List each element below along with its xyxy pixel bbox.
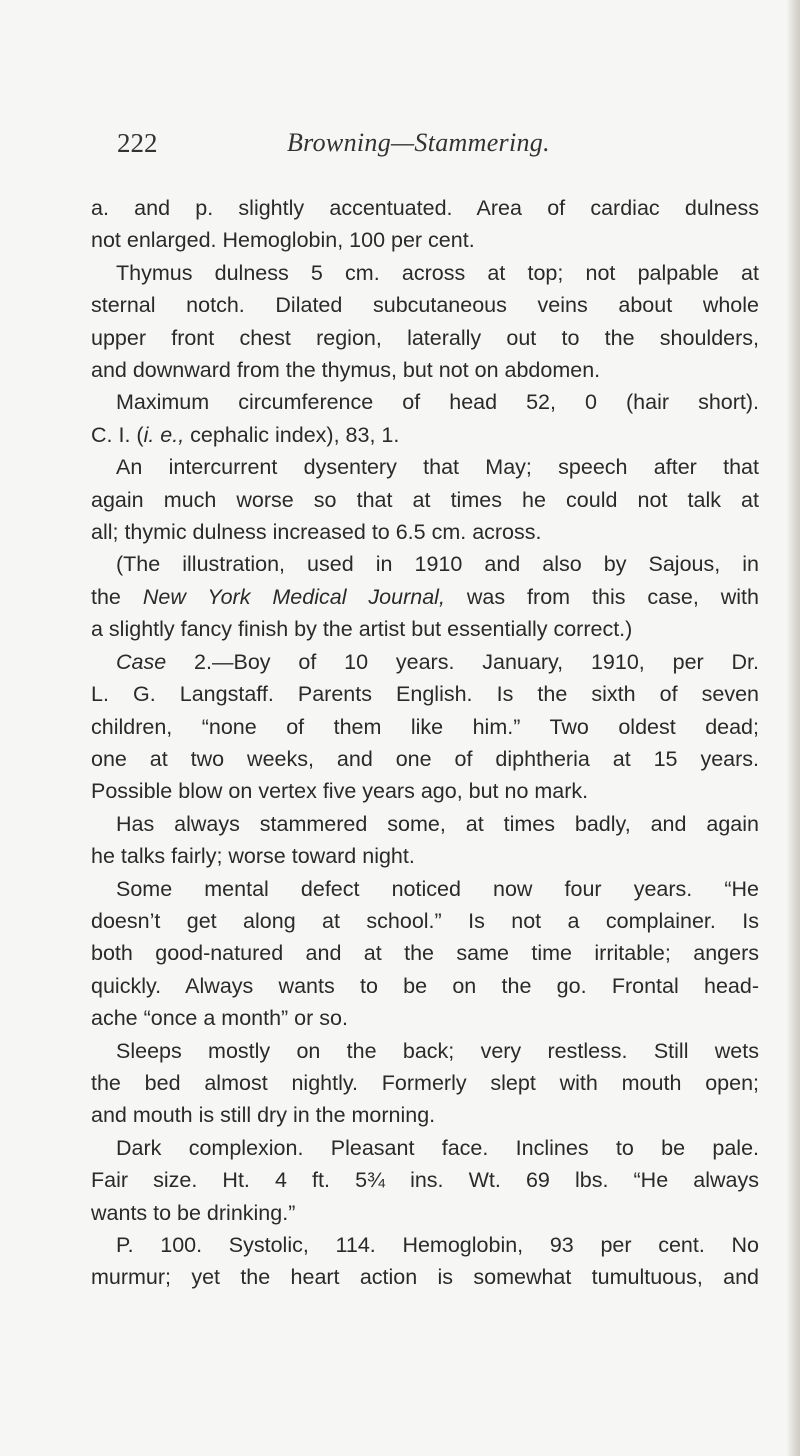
page-header [117,128,757,168]
text-line: a slightly fancy finish by the artist but essentially correct.) [91,617,633,642]
text-line: ache “once a month” or so. [91,1006,348,1031]
text-fragment: C. I. ( [91,422,144,447]
text-line: Some mental defect noticed now four years. “He [116,876,759,901]
text-line: upper front chest region, laterally out to the shoulders, [91,325,759,350]
text-line [91,646,759,678]
running-head: Browning—Stammering. [287,128,550,157]
text-line: P. 100. Systolic, 114. Hemoglobin, 93 per cent. No [116,1233,759,1257]
text-line: murmur; yet the heart action is somewhat tumultuous, and [91,1265,759,1290]
text-line: a. and p. slightly accentuated. Area of cardiac dulness [91,196,759,220]
text-line: both good-natured and at the same time irritable; angers [91,941,759,966]
text-line: L. G. Langstaff. Parents English. Is the sixth of seven [91,682,759,707]
page-number: 222 [117,128,158,158]
text-line: one at two weeks, and one of diphtheria at 15 years. [91,746,759,771]
text-line: Has always stammered some, at times badly, and again [116,811,759,836]
text-line: and mouth is still dry in the morning. [91,1103,436,1128]
text-line: not enlarged. Hemoglobin, 100 per cent. [91,228,475,253]
text-line [91,419,759,451]
text-fragment: the [91,584,143,609]
page-edge-shadow [786,0,800,1456]
text-line: Possible blow on vertex five years ago, but no mark. [91,779,589,804]
text-line: the bed almost nightly. Formerly slept with mouth open; [91,1070,759,1095]
text-fragment: was from this case, with [444,584,759,609]
text-line: he talks fairly; worse toward night. [91,844,415,869]
italic-fragment: Case [116,649,167,674]
text-line: Dark complexion. Pleasant face. Inclines to be pale. [116,1135,759,1160]
text-line: An intercurrent dysentery that May; speech after that [116,455,759,480]
text-line: children, “none of them like him.” Two oldest dead; [91,714,759,739]
text-line: Sleeps mostly on the back; very restless. Still wets [116,1038,759,1063]
italic-fragment: New York Medical Journal, [142,584,445,609]
text-fragment: 2.—Boy of 10 years. January, 1910, per Dr. [166,649,759,674]
text-line: (The illustration, used in 1910 and also by Sajous, in [116,552,759,577]
italic-fragment: i. e., [143,422,185,447]
text-line: Thymus dulness 5 cm. across at top; not palpable at [116,260,759,285]
body-text [91,192,759,1294]
text-line [91,581,759,613]
text-line: quickly. Always wants to be on the go. Frontal head- [91,973,759,998]
text-fragment: cephalic index), 83, 1. [184,422,400,447]
text-line: again much worse so that at times he could not talk at [91,487,759,512]
text-line: Maximum circumference of head 52, 0 (hair short). [116,390,759,415]
text-line: and downward from the thymus, but not on abdomen. [91,358,601,383]
text-line: doesn’t get along at school.” Is not a complainer. Is [91,908,759,933]
text-line: wants to be drinking.” [91,1200,296,1225]
text-line: Fair size. Ht. 4 ft. 5¾ ins. Wt. 69 lbs. “He always [91,1168,759,1193]
text-line: all; thymic dulness increased to 6.5 cm. across. [91,520,542,545]
text-line: sternal notch. Dilated subcutaneous veins about whole [91,293,759,318]
